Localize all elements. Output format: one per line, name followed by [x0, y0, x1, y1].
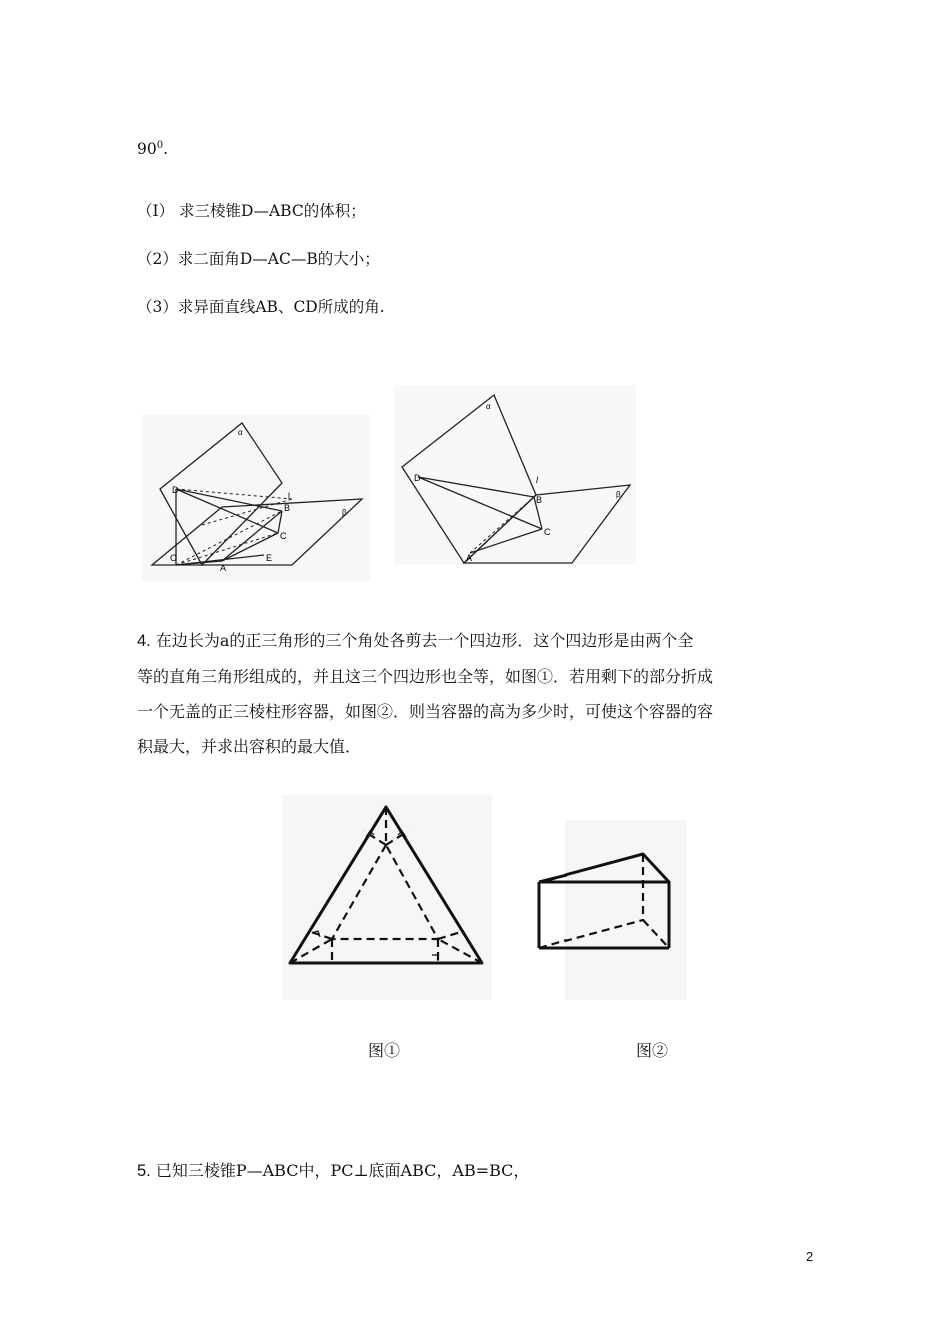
label-beta: β — [342, 508, 347, 517]
label-e: E — [266, 553, 273, 563]
problem-4-line-4: 积最大，并求出容积的最大值． — [137, 737, 362, 756]
question-2: （2）求二面角D—AC—B的大小； — [137, 250, 380, 268]
label-c: C — [544, 527, 551, 537]
label-a: A — [466, 553, 473, 563]
page-number: 2 — [806, 1249, 814, 1264]
caption-figure-2: 图② — [636, 1041, 669, 1060]
label-l: l — [288, 491, 290, 501]
problem-4-line-3: 一个无盖的正三棱柱形容器，如图②．则当容器的高为多少时，可使这个容器的容 — [137, 702, 714, 721]
problem-5-number: 5. — [137, 1162, 151, 1180]
prism-figure-left-part — [535, 820, 567, 1000]
label-c: C — [280, 531, 287, 541]
label-a: A — [220, 563, 227, 573]
angle-superscript: 0 — [156, 140, 164, 151]
label-alpha: α — [238, 428, 243, 437]
angle-fragment — [137, 140, 168, 158]
problem-4-number: 4. — [137, 632, 151, 650]
angle-value: 90 — [137, 140, 157, 159]
caption-figure-1: 图① — [368, 1041, 401, 1060]
label-o: O — [170, 553, 178, 563]
label-beta: β — [616, 490, 621, 499]
label-b: B — [284, 503, 291, 513]
angle-tail: . — [163, 140, 169, 159]
label-b: B — [536, 495, 543, 505]
dihedral-figure-right — [394, 385, 636, 565]
label-l: l — [536, 475, 538, 485]
triangle-figure — [282, 795, 492, 1000]
label-d: D — [172, 485, 179, 495]
prism-figure — [565, 820, 687, 1000]
question-3: （3）求异面直线AB、CD所成的角. — [137, 298, 385, 316]
problem-4-line-2: 等的直角三角形组成的，并且这三个四边形也全等，如图①．若用剩下的部分折成 — [137, 667, 714, 686]
problem-4 — [137, 623, 827, 764]
label-d: D — [414, 473, 421, 483]
label-alpha: α — [486, 402, 491, 411]
problem-4-line-1-text: 在边长为a的正三角形的三个角处各剪去一个四边形．这个四边形是由两个全 — [155, 631, 694, 650]
problem-4-line-1 — [137, 623, 827, 659]
question-1: （I） 求三棱锥D—ABC的体积； — [137, 202, 366, 220]
dihedral-figure-left — [142, 415, 370, 581]
problem-5-text: 已知三棱锥P—ABC中，PC⊥底面ABC，AB=BC， — [155, 1161, 530, 1180]
problem-5 — [137, 1158, 529, 1181]
